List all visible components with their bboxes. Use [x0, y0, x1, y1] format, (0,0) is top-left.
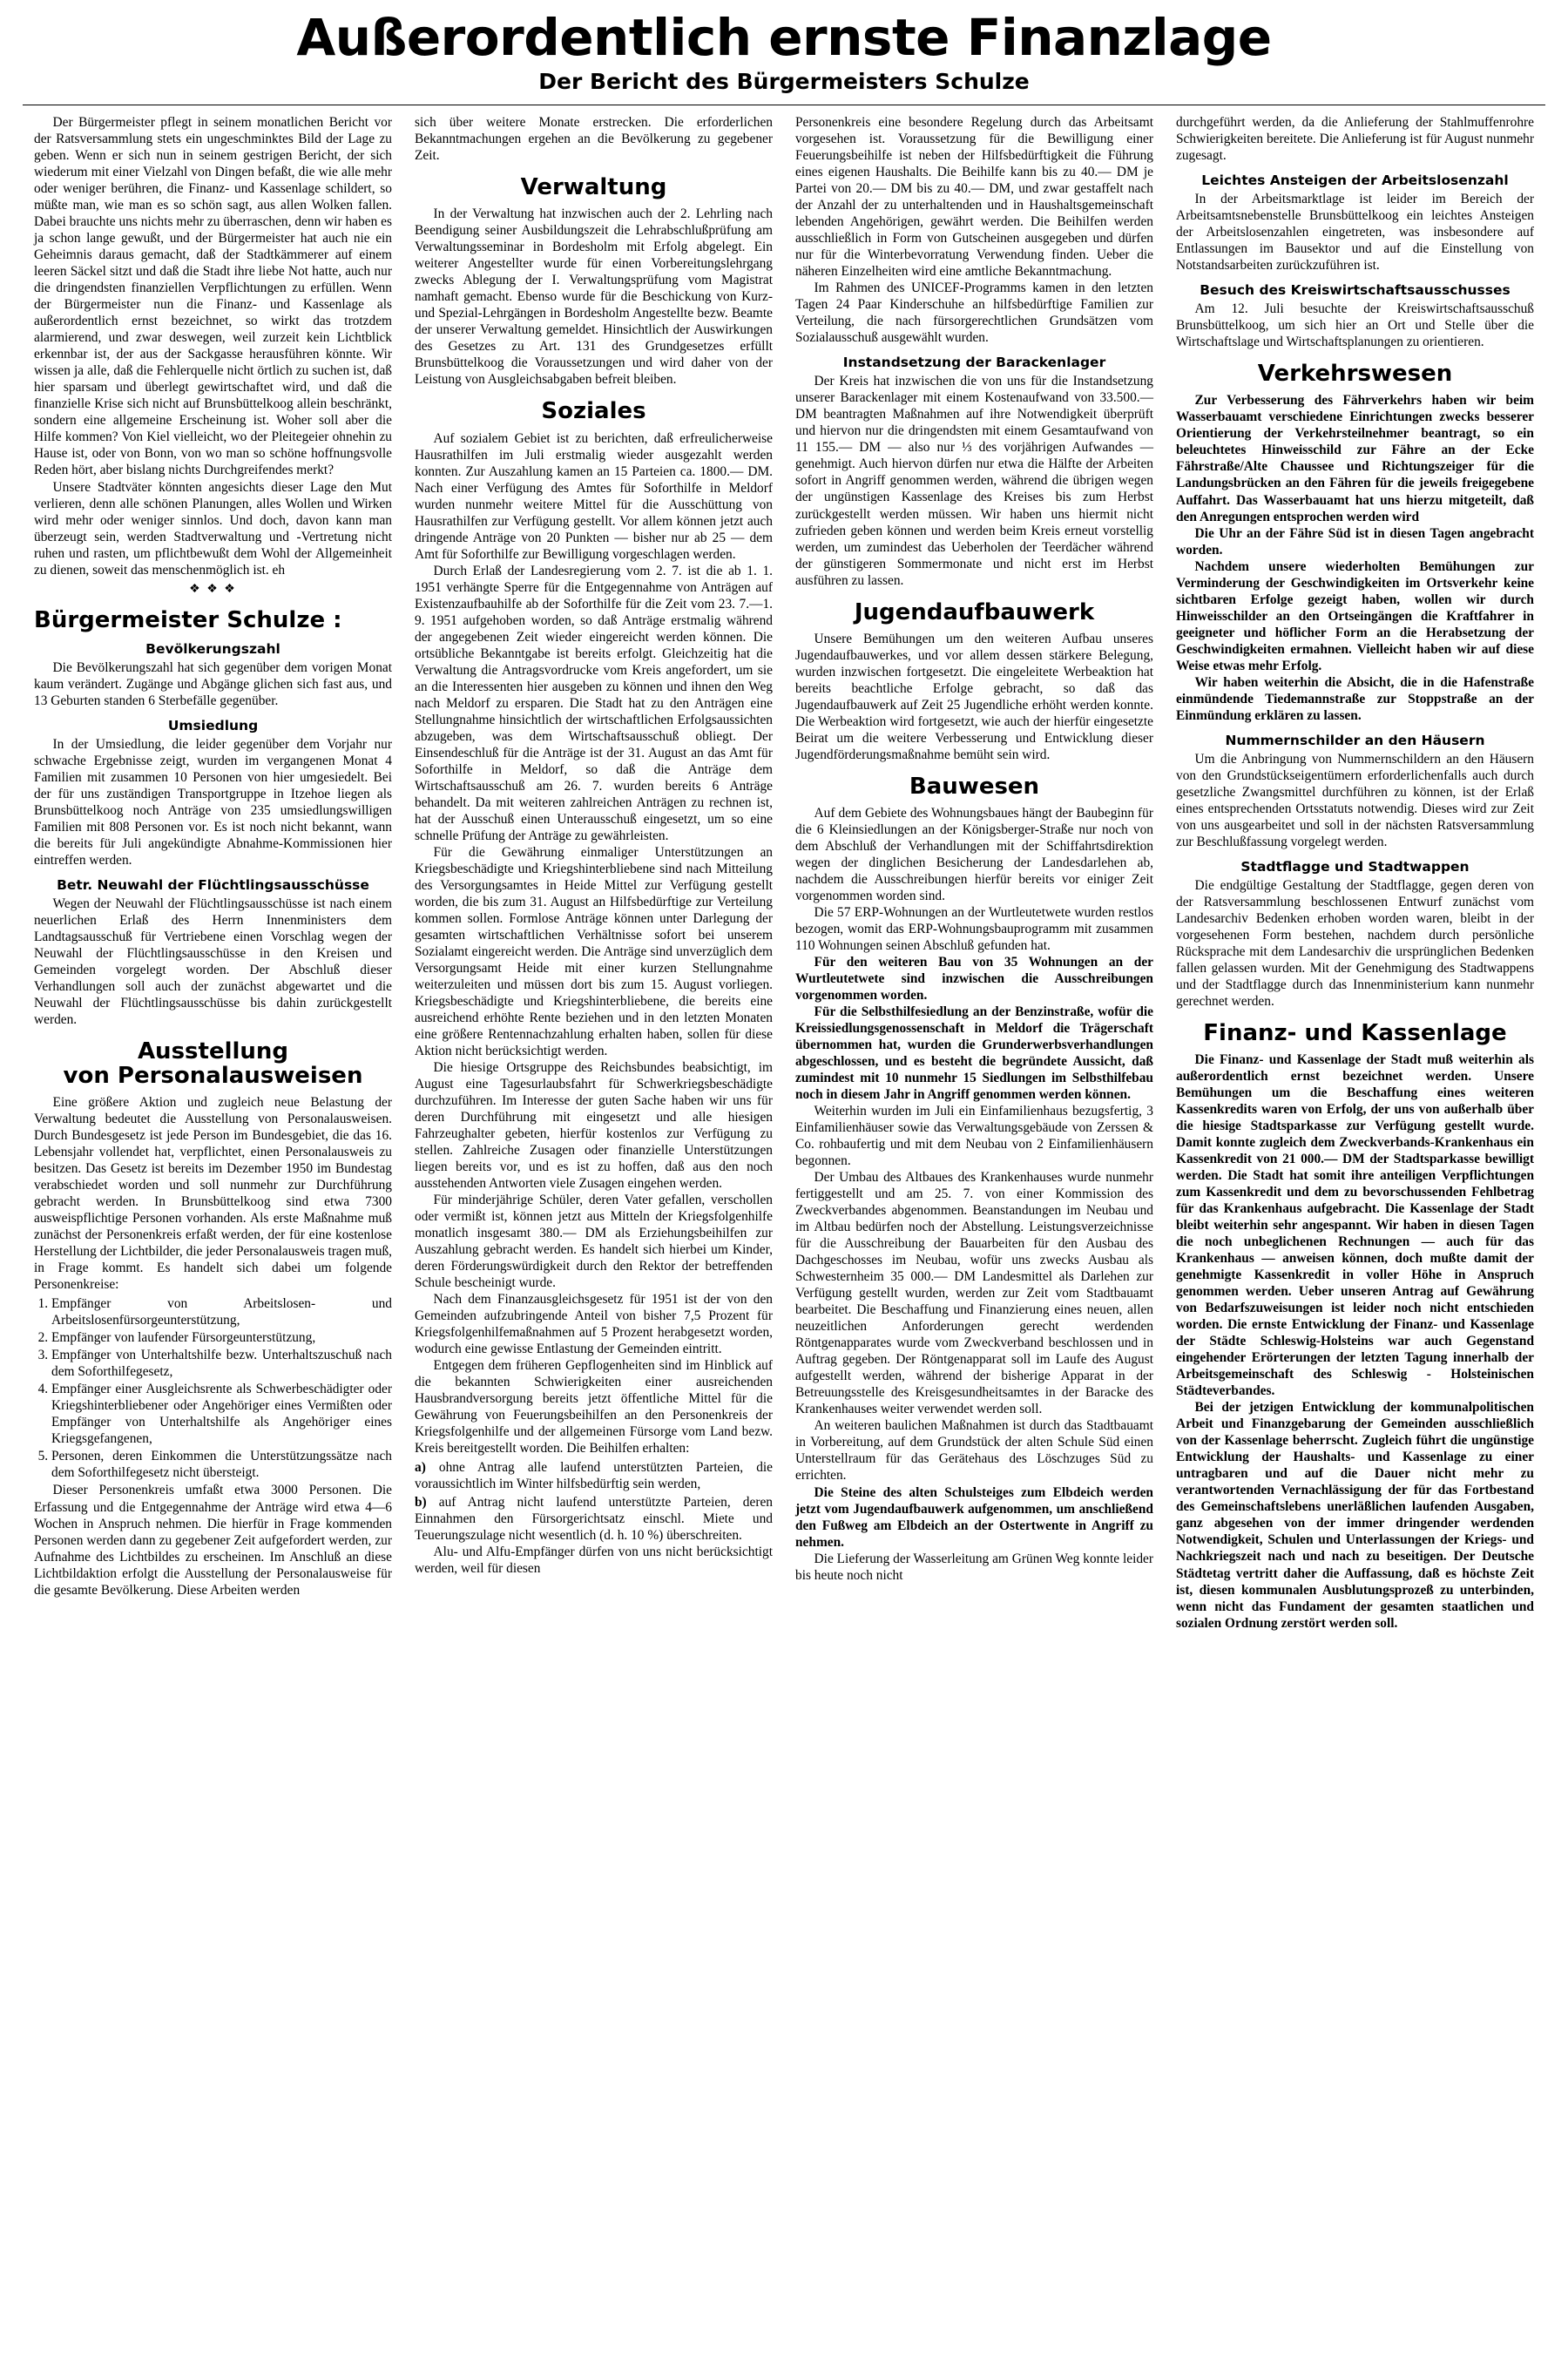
- body-paragraph: Nachdem unsere wiederholten Bemühungen zur Verminderung der Geschwindigkeiten im Ortsverkehr keine sichtbaren Erfolge gezeigt haben, wollen wir durch Hinweisschilder an den Ortseingängen die Kraftfahrer in geeigneter und höflicher Form an die Herabsetzung der Geschwindigkeiten ermahnen. Vielleicht haben wir auf diese Weise etwas mehr Erfolg.: [1176, 558, 1534, 673]
- body-paragraph: Am 12. Juli besuchte der Kreiswirtschaftsausschuß Brunsbüttelkoog, um sich hier an Ort und Stelle über die Wirtschaftslage und Wirtschaftsplanungen zu orientieren.: [1176, 301, 1534, 350]
- body-paragraph: Die hiesige Ortsgruppe des Reichsbundes beabsichtigt, im August eine Tagesurlaubsfahrt für Schwerkriegsbeschädigte durchzuführen. Im Interesse der guten Sache haben wir uns für deren Durchführung mit eingesetzt und alle hiesigen Fahrzeughalter gebeten, hierfür kostenlos zur Verfügung zu stellen. Zahlreiche Zusagen oder finanzielle Unterstützungen liegen bereits vor, und es ist zu hoffen, daß aus den noch ausstehenden Antworten viele Zusagen eingehen werden.: [415, 1060, 773, 1192]
- section-heading: Finanz- und Kassenlage: [1203, 1019, 1507, 1046]
- col-4: [1165, 114, 1545, 1631]
- list-item: 3. Empfänger von Unterhaltshilfe bezw. Unterhaltszuschuß nach dem Soforthilfegesetz,: [51, 1347, 392, 1380]
- body-paragraph: Die endgültige Gestaltung der Stadtflagge, gegen deren von der Ratsversammlung beschlossenen Entwurf zunächst vom Landesarchiv Bedenken erhoben worden waren, bleibt in der vorgesehenen Form bestehen, nachdem durch persönliche Rücksprache mit dem Landesarchiv die ursprünglichen Bedenken fallen gelassen wurden. Mit der Genehmigung des Stadtwappens und der Stadtflagge durch das Innenministerium kann nunmehr gerechnet werden.: [1176, 877, 1534, 1009]
- body-paragraph: Die Finanz- und Kassenlage der Stadt muß weiterhin als außerordentlich ernst bezeichnet werden. Unsere Bemühungen um die Beschaffung eines weiteren Kassenkredits waren von Erfolg, der uns von außerhalb über die hiesige Stadtsparkasse zur Verfügung gestellt wurde. Damit konnte zugleich dem Zweckverbands-Krankenhaus ein Kassenkredit von 21 000.— DM der Stadtsparkasse bewilligt werden. Die Stadt hat somit ihre anteiligen Verpflichtungen zum Kassenkredit und dem zu bevorschussenden Fehlbetrag für das Krankenhaus aufgebracht. Die Kassenlage der Stadt bleibt weiterhin sehr angespannt. Wir haben in diesen Tagen die noch unbeglichenen Rechnungen — auch für das Krankenhaus — anweisen können, doch mußte damit der genehmigte Kassenkredit in voller Höhe in Anspruch genommen werden. Ueber unseren Antrag auf Gewährung von Bedarfszuweisungen ist leider noch nicht entschieden worden. Die ernste Entwicklung der Finanz- und Kassenlage der Städte Schleswig-Holsteins war auch Gegenstand eingehender Erörterungen der letzten Tagung innerhalb der Arbeitsgemeinschaft des Schleswig - Holsteinischen Städteverbandes.: [1176, 1052, 1534, 1399]
- lettered-item: [415, 1459, 773, 1492]
- section-heading: Soziales: [541, 398, 646, 425]
- body-paragraph: Um die Anbringung von Nummernschildern an den Häusern von den Grundstückseigentümern erforderlichenfalls auch durch gesetzliche Zwangsmittel durchführen zu können, ist der Erlaß eines entsprechenden Ortsstatuts notwendig. Dieses wird zur Zeit von uns ausgearbeitet und soll in der nächsten Ratsversammlung zur Beschlußfassung vorgelegt werden.: [1176, 751, 1534, 849]
- masthead: [23, 8, 1545, 95]
- list-item: 2. Empfänger von laufender Fürsorgeunterstützung,: [51, 1329, 392, 1346]
- body-paragraph: Der Kreis hat inzwischen die von uns für die Instandsetzung unserer Barackenlager mit einem Kostenaufwand von 33.500.— DM beantragten Maßnahmen auf ihre Notwendigkeit überprüft und hiervon nur die dringendsten mit einem Gesamtaufwand von 11 155.— DM — also nur ⅓ des vorjährigen Aufwandes — genehmigt. Auch hiervon dürfen nur etwa die Hälfte der Arbeiten sofort in Angriff genommen werden, während die übrigen wegen der ungünstigen Kassenlage des Kreises bis zum Herbst zurückgestellt werden müssen. Wir haben uns hiermit nicht zufrieden geben können und werden beim Kreis erneut vorstellig werden, um zumindest das Ueberholen der Teerdächer während der günstigeren Sommermonate und nicht erst im Herbst ausführen zu lassen.: [795, 374, 1153, 588]
- body-paragraph: Im Rahmen des UNICEF-Programms kamen in den letzten Tagen 24 Paar Kinderschuhe an hilfsbedürftige Familien zur Verteilung, die nach fürsorgerechtlichen Grundsätzen vom Sozialausschuß ausgewählt wurden.: [795, 281, 1153, 346]
- col-1: [23, 114, 403, 1598]
- lettered-item-text: ohne Antrag alle laufend unterstützten Parteien, die voraussichtlich im Winter hilfsbedürftig sein werden,: [415, 1459, 773, 1491]
- subsection-heading: Instandsetzung der Barackenlager: [842, 355, 1106, 371]
- body-paragraph: Der Umbau des Altbaues des Krankenhauses wurde nunmehr fertiggestellt und am 25. 7. von einer Kommission des Zweckverbandes abgenommen. Beanstandungen im Neubau und im Altbau bedürfen noch der Abstellung. Leistungsverzeichnisse für die Ausschreibung der Bauarbeiten für den Ausbau des Dachgeschosses im Neubau, wofür uns zwecks Ausbau als Schwesternheim 35 000.— DM Landesmittel als Darlehen zur Verfügung gestellt wurden, werden zur Zeit vom Stadtbauamt bearbeitet. Die Beschaffung und Finanzierung eines neuen, allen neuzeitlichen Anforderungen gerecht werdenden Röntgenapparates wurde vom Zweckverband beschlossen und in Auftrag gegeben. Der Röntgenapparat soll im Laufe des August aufgestellt werden, während der bisherige Apparat in der Betreuungsstelle des Kreisgesundheitsamtes in der Baracke des Krankenhauses weiter verwendet werden soll.: [795, 1170, 1153, 1417]
- subsection-heading: Umsiedlung: [167, 717, 259, 733]
- section-heading: Bauwesen: [909, 773, 1040, 800]
- body-paragraph: Bei der jetzigen Entwicklung der kommunalpolitischen Arbeit und Finanzgebarung der Gemeinden ausschließlich von der Kassenlage beherrscht. Zugleich führt die ungünstige Entwicklung der Haushalts- und Kassenlage zu einer untragbaren und auf die Dauer nicht mehr zu verantwortenden Vernachlässigung der für das Fortbestand des Gemeinschaftslebens unerläßlichen laufenden Ausgaben, ganz abgesehen von der immer dringender werdenden Notwendigkeit, Schulen und Unterlassungen der Kriegs- und Nachkriegszeit nach und nach zu beseitigen. Der Deutsche Städtetag vertritt daher die Auffassung, daß es höchste Zeit ist, diesen kommunalen Ausblutungsprozeß zu unterbinden, wenn nicht das Fundament der gesamten staatlichen und sozialen Ordnung zerstört werden soll.: [1176, 1400, 1534, 1631]
- body-paragraph: Nach dem Finanzausgleichsgesetz für 1951 ist der von den Gemeinden aufzubringende Anteil von bisher 7,5 Prozent für Kriegsfolgenhilfemaßnahmen auf 5 Prozent herabgesetzt worden, wodurch eine gewisse Entlastung der Gemeinden eintritt.: [415, 1292, 773, 1357]
- body-paragraph: In der Umsiedlung, die leider gegenüber dem Vorjahr nur schwache Ergebnisse zeigt, wurden im vergangenen Monat 4 Familien mit zusammen 10 Personen von hier umgesiedelt. Bei der für uns zuständigen Transportgruppe in Itzehoe liegen als Brunsbüttelkoog noch Anträge von 235 umsiedlungswilligen Familien mit 808 Personen vor. Es ist noch nicht bekannt, wann die bereits für Juli angekündigte Abnahme-Kommissionen hier eintreffen werden.: [34, 736, 392, 868]
- section-heading: Ausstellung von Personalausweisen: [63, 1038, 363, 1090]
- body-paragraph: Alu- und Alfu-Empfänger dürfen von uns nicht berücksichtigt werden, weil für diesen: [415, 1544, 773, 1576]
- ornament-divider: ❖ ❖ ❖: [189, 582, 237, 596]
- list-item: 5. Personen, deren Einkommen die Unterstützungssätze nach dem Soforthilfegesetz nicht übersteigt.: [51, 1448, 392, 1481]
- subsection-heading: Bevölkerungszahl: [145, 640, 280, 657]
- lettered-item: [415, 1494, 773, 1544]
- subsection-heading: Stadtflagge und Stadtwappen: [1240, 858, 1470, 875]
- body-paragraph: Für den weiteren Bau von 35 Wohnungen an der Wurtleutetwete sind inzwischen die Ausschreibungen vorgenommen worden.: [795, 955, 1153, 1004]
- body-paragraph: Unsere Bemühungen um den weiteren Aufbau unseres Jugendaufbauwerkes, und vor allem dessen stärkere Belegung, wurden inzwischen fortgesetzt. Die eingeleitete Werbeaktion hat bereits beachtliche Erfolge gebracht, so daß das Jugendaufbauwerk auf Zeit 25 Jugendliche erhöht werden konnte. Die Werbeaktion wird fortgesetzt, wie auch der hierfür eingesetzte Beirat um die weitere Verbesserung und Entwicklung dieser Jugendförderungsmaßnahme bemüht sein wird.: [795, 631, 1153, 762]
- page-title: Außerordentlich ernste Finanzlage: [296, 8, 1272, 67]
- body-paragraph: durchgeführt werden, da die Anlieferung der Stahlmuffenrohre Schwierigkeiten bereitete. Die Anlieferung ist für August nunmehr zugesagt.: [1176, 115, 1534, 164]
- body-paragraph: In der Verwaltung hat inzwischen auch der 2. Lehrling nach Beendigung seiner Ausbildungszeit die Lehrabschlußprüfung am Verwaltungsseminar in Bordesholm mit Erfolg abgelegt. Ein weiterer Angestellter wurde für einen Vorbereitungslehrgang zwecks Ablegung der I. Verwaltungsprüfung vom Magistrat namhaft gemacht. Ebenso wurde für die Beschickung von Kurz- und Spezial-Lehrgängen in Bordesholm Angestellte bezw. Beamte der unserer Verwaltung gemeldet. Hinsichtlich der Auswirkungen des Gesetzes zu Art. 131 des Grundgesetzes erfüllt Brunsbüttelkoog die Voraussetzungen und wird daher von der Leistung von Ausgleichsabgaben befreit bleiben.: [415, 206, 773, 388]
- body-paragraph: Unsere Stadtväter könnten angesichts dieser Lage den Mut verlieren, denn alle schönen Planungen, alles Wollen und Wirken wird mehr oder weniger sinnlos. Und doch, davon kann man überzeugt sein, werden Stadtverwaltung und -Vertretung nicht ruhen und rasten, um pflichtbewußt dem Wohl der Allgemeinheit zu dienen, soweit das menschenmöglich ist. eh: [34, 479, 392, 578]
- col-2: [403, 114, 784, 1576]
- subsection-heading: Nummernschilder an den Häusern: [1225, 732, 1485, 748]
- body-paragraph: Für die Selbsthilfesiedlung an der Benzinstraße, wofür die Kreissiedlungsgenossenschaft in Meldorf die Trägerschaft übernommen hat, wurden die Grunderwerbsverhandlungen abgeschlossen, und es besteht die begründete Aussicht, daß zumindest mit 10 nunmehr 15 Siedlungen im Selbsthilfebau noch in diesem Jahr in Angriff genommen werden können.: [795, 1004, 1153, 1103]
- body-paragraph: Dieser Personenkreis umfaßt etwa 3000 Personen. Die Erfassung und die Entgegennahme der Anträge wird etwa 4—6 Wochen in Anspruch nehmen. Die hierfür in Frage kommenden Personen werden dann zu gegebener Zeit aufgefordert werden, zur Aufnahme des Lichtbildes zu erscheinen. Im Anschluß an diese Lichtbildaktion erfolgt die Ausstellung der Personalausweise für die gesamte Bevölkerung. Diese Arbeiten werden: [34, 1483, 392, 1598]
- body-paragraph: Die 57 ERP-Wohnungen an der Wurtleutetwete wurden restlos bezogen, womit das ERP-Wohnungsbauprogramm mit zusammen 110 Wohnungen seinen Abschluß gefunden hat.: [795, 904, 1153, 953]
- subsection-heading: Leichtes Ansteigen der Arbeitslosenzahl: [1201, 172, 1509, 189]
- body-paragraph: Auf sozialem Gebiet ist zu berichten, daß erfreulicherweise Hausrathilfen im Juli erstmalig wieder ausgezahlt werden konnten. Zur Auszahlung kamen an 15 Parteien ca. 1800.— DM. Nach einer Verfügung des Amtes für Soforthilfe in Meldorf wurden nunmehr weitere Mittel für die Ausschüttung von Hausrathilfen zur Verfügung gestellt. Vor allem können jetzt auch dringende Anträge von 20 Punkten — bisher nur ab 25 — dem Amt für Soforthilfe zur Bewilligung vorgeschlagen werden.: [415, 430, 773, 562]
- lettered-item-text: auf Antrag nicht laufend unterstützte Parteien, deren Einnahmen den Fürsorgerichtsatz einschl. Miete und Teuerungszulage nicht wesentlich (d. h. 10 %) überschreiten.: [415, 1494, 773, 1543]
- body-paragraph: Auf dem Gebiete des Wohnungsbaues hängt der Baubeginn für die 6 Kleinsiedlungen an der Königsberger-Straße nur noch von dem Abschluß der Verhandlungen mit der Schiffahrtsdirektion wegen der dinglichen Besicherung der Landesdarlehen ab, nachdem die Ausschreibungen hierfür bereits vor einiger Zeit vorgenommen worden sind.: [795, 805, 1153, 903]
- body-paragraph: Die Uhr an der Fähre Süd ist in diesen Tagen angebracht worden.: [1176, 525, 1534, 558]
- body-paragraph: Entgegen dem früheren Gepflogenheiten sind im Hinblick auf die bekannten Schwierigkeiten einer ausreichenden Hausbrandversorgung bereits jetzt öffentliche Mittel für die Gewährung von Feuerungsbeihilfen an den Personenkreis der Kriegsfolgenhilfe und der allgemeinen Fürsorge vom Land bezw. Kreis bereitgestellt worden. Die Beihilfen erhalten:: [415, 1358, 773, 1457]
- col-3: [784, 114, 1165, 1583]
- page-subtitle: Der Bericht des Bürgermeisters Schulze: [538, 69, 1030, 95]
- article-columns: [23, 114, 1545, 1631]
- body-paragraph: Wir haben weiterhin die Absicht, die in die Hafenstraße einmündende Tiedemannstraße zur Stoppstraße an der Einmündung erklären zu lassen.: [1176, 674, 1534, 723]
- body-paragraph: Für die Gewährung einmaliger Unterstützungen an Kriegsbeschädigte und Kriegshinterbliebene sind nach Mitteilung des Versorgungsamtes in Heide Mittel zur Verfügung gestellt worden, die bis zum 31. August an Hilfsbedürftige zur Verteilung kommen sollen. Formlose Anträge können unter Darlegung der gesamten wirtschaftlichen Verhältnisse sofort bei unserem Sozialamt eingereicht werden. Die Anträge sind unverzüglich dem Versorgungsamt Heide mit einer kurzen Stellungnahme weiterzuleiten und müssen dort bis zum 15. August vorliegen. Kriegsbeschädigte und Kriegshinterbliebene, die bereits eine ausreichend erhöhte Rente beziehen und in den letzten Monaten eine größere Rentennachzahlung erhalten haben, sollen für diese Aktion nicht berücksichtigt werden.: [415, 844, 773, 1059]
- subsection-heading: Betr. Neuwahl der Flüchtlingsausschüsse: [57, 876, 369, 893]
- lettered-item-label: a): [415, 1459, 426, 1475]
- body-paragraph: Personenkreis eine besondere Regelung durch das Arbeitsamt vorgesehen ist. Voraussetzung für die Bewilligung einer Feuerungsbeihilfe ist neben der Hilfsbedürftigkeit die Führung eines eigenen Haushalts. Die Beihilfe kann bis zu 40.— DM je Partei von 20.— DM bis zu 40.— DM, und zwar gestaffelt nach der Anzahl der zu unterhaltenden und in Haushaltsgemeinschaft lebenden Angehörigen, gewährt werden. Die Beihilfen werden ausschließlich in Form von Gutscheinen ausgegeben und dürfen nur für die Winterbevorratung Verwendung finden. Ueber die näheren Einzelheiten wird eine amtliche Bekanntmachung.: [795, 115, 1153, 280]
- body-paragraph: Die Lieferung der Wasserleitung am Grünen Weg konnte leider bis heute noch nicht: [795, 1551, 1153, 1583]
- body-paragraph: Durch Erlaß der Landesregierung vom 2. 7. ist die ab 1. 1. 1951 verhängte Sperre für die Entgegennahme von Anträgen auf Existenzaufbauhilfe ab der Soforthilfe für die Zeit vom 23. 7.—1. 9. 1951 aufgehoben worden, so daß Anträge erstmalig während der angegebenen Zeit wieder eingereicht werden können. Die ortsübliche Bekanntgabe ist bereits erfolgt. Gleichzeitig hat die Verwaltung die Antragsvordrucke vom Kreis angefordert, um sie an die Interessenten hier ausgeben zu können und ihnen den Weg nach Meldorf zu ersparen. Die Stadt hat zu den Anträgen eine Stellungnahme hinsichtlich der wirtschaftlichen Erfolgsaussichten abzugeben, was dem Wirtschaftsausschuß obliegt. Der Einsendeschluß für die Anträge ist der 31. August an das Amt für Soforthilfe in Meldorf, so daß die Anträge dem Wirtschaftsausschuß am 26. 7. wurden bereits 6 Anträge behandelt. Da mit weiteren zahlreichen Anträgen zu rechnen ist, hat der Ausschuß einen Unterausschuß eingesetzt, um so eine schnelle Prüfung der Anträge zu gewährleisten.: [415, 563, 773, 843]
- body-paragraph: Die Steine des alten Schulsteiges zum Elbdeich werden jetzt vom Jugendaufbauwerk aufgenommen, um anschließend den Fußweg am Elbdeich an der Ostertwente in Angriff zu nehmen.: [795, 1484, 1153, 1550]
- body-paragraph: In der Arbeitsmarktlage ist leider im Bereich der Arbeitsamtsnebenstelle Brunsbüttelkoog ein leichtes Ansteigen der Arbeitslosenzahlen eingetreten, was insbesondere auf Entlassungen im Bausektor und auf die Einstellung von Notstandsarbeiten zurückzuführen ist.: [1176, 192, 1534, 274]
- section-heading: Bürgermeister Schulze :: [34, 606, 342, 633]
- body-paragraph: Zur Verbesserung des Fährverkehrs haben wir beim Wasserbauamt verschiedene Einrichtungen zwecks besserer Orientierung der Verkehrsteilnehmer beantragt, so ein beleuchtetes Hinweisschild zur Fähre an der Ecke Fährstraße/Alte Chaussee und Richtungszeiger für die Landungsbrücken an den Fähren für die jeweils freigegebene Auffahrt. Das Wasserbauamt hat uns hierzu mitgeteilt, daß den Anregungen entsprochen werden wird: [1176, 393, 1534, 524]
- body-paragraph: Wegen der Neuwahl der Flüchtlingsausschüsse ist nach einem neuerlichen Erlaß des Herrn Innenministers dem Landtagsausschuß für Vertriebene einen Vorschlag wegen der Neuwahl der Flüchtlingsausschüsse in den Kreisen und Gemeinden vorgelegt worden. Der Abschluß dieser Verhandlungen soll auch der zunächst abgewartet und die Neuwahl der Flüchtlingsausschüsse bis dahin zurückgestellt werden.: [34, 896, 392, 1027]
- body-paragraph: Weiterhin wurden im Juli ein Einfamilienhaus bezugsfertig, 3 Einfamilienhäuser sowie das Verwaltungsgebäude von Zerssen & Co. rohbaufertig und mit dem Neubau von 2 Einfamilienhäusern begonnen.: [795, 1104, 1153, 1169]
- list-item: 1. Empfänger von Arbeitslosen- und Arbeitslosenfürsorgeunterstützung,: [51, 1295, 392, 1328]
- body-paragraph: Der Bürgermeister pflegt in seinem monatlichen Bericht vor der Ratsversammlung stets ein ungeschminktes Bild der Lage zu geben. Wenn er sich nun in seinem gestrigen Bericht, der sich wiederum mit einer Vielzahl von Dingen befaßt, die wie alle mehr oder weniger berühren, die Finanz- und Kassenlage schildert, so müßte man, wie man es so schön sagt, aus allen Wolken fallen. Dabei brauchte uns nichts mehr zu überraschen, denn wir haben es ja schon lange gewußt, und der Bürgermeister hat auch nie ein Geheimnis daraus gemacht, daß der Stadtkämmerer auf einem leeren Säckel sitzt und daß die Stadt ihre liebe Not hatte, auch nur die dringendsten finanziellen Verpflichtungen zu erfüllen. Wenn der Bürgermeister nun die Finanz- und Kassenlage als außerordentlich ernst bezeichnet, so wirkt das trotzdem alarmierend, und zwar deswegen, weil zurzeit kein Lichtblick erkennbar ist, der aus der Sackgasse herausführen könnte. Wir wissen ja alle, daß die Fehlerquelle nicht örtlich zu suchen ist, daß hier sparsam und überlegt gewirtschaftet wird, und daß die finanzielle Krise sich nicht auf Brunsbüttelkoog allein beschränkt, sondern eine allgemeine Erscheinung ist. Woher soll aber die Hilfe kommen? Von Kiel vielleicht, wo der Pleitegeier ohnehin zu Hause ist, oder von Bonn, von wo man so schöne hoffnungsvolle Reden hört, aber bislang nichts Durchgreifendes merkt?: [34, 115, 392, 478]
- list-item: 4. Empfänger einer Ausgleichsrente als Schwerbeschädigter oder Kriegshinterbliebener oder Angehöriger eines Vermißten oder Empfänger von Unterhaltshilfe als Angehöriger eines Kriegsgefangenen,: [51, 1381, 392, 1447]
- body-paragraph: sich über weitere Monate erstrecken. Die erforderlichen Bekanntmachungen ergehen an die Bevölkerung zu gegebener Zeit.: [415, 115, 773, 164]
- section-heading: Jugendaufbauwerk: [854, 598, 1095, 625]
- numbered-list: [34, 1295, 392, 1481]
- subsection-heading: Besuch des Kreiswirtschaftsausschusses: [1200, 282, 1511, 299]
- lettered-item-label: b): [415, 1494, 427, 1510]
- body-paragraph: Eine größere Aktion und zugleich neue Belastung der Verwaltung bedeutet die Ausstellung von Personalausweisen. Durch Bundesgesetz ist jede Person im Bundesgebiet, die das 16. Lebensjahr vollendet hat, verpflichtet, einen Personalausweis zu besitzen. Das Gesetz ist bereits im Dezember 1950 im Bundestag verabschiedet worden und soll nunmehr zur Durchführung gebracht werden. In Brunsbüttelkoog sind etwa 7300 ausweispflichtige Personen vorhanden. Als erste Maßnahme muß zunächst der Personenkreis erfaßt werden, der für eine kostenlose Herstellung der Lichtbilder, die jeder Personalausweis tragen muß, in Frage kommt. Es handelt sich dabei um folgende Personenkreise:: [34, 1095, 392, 1293]
- body-paragraph: Die Bevölkerungszahl hat sich gegenüber dem vorigen Monat kaum verändert. Zugänge und Abgänge glichen sich fast aus, und 13 Geburten standen 6 Sterbefälle gegenüber.: [34, 659, 392, 708]
- section-heading: Verwaltung: [520, 174, 667, 201]
- body-paragraph: Für minderjährige Schüler, deren Vater gefallen, verschollen oder vermißt ist, können jetzt aus Mitteln der Kriegsfolgenhilfe monatlich insgesamt 380.— DM als Erziehungsbeihilfen zur Auszahlung gebracht werden. Es handelt sich hierbei um Kinder, deren Förderungswürdigkeit durch den Rektor der betreffenden Schule bescheinigt wurde.: [415, 1193, 773, 1291]
- section-heading: Verkehrswesen: [1257, 361, 1453, 388]
- body-paragraph: An weiteren baulichen Maßnahmen ist durch das Stadtbauamt in Vorbereitung, auf dem Grundstück der alten Schule Süd einen Unterstellraum für das Gerätehaus des Löschzuges Süd zu errichten.: [795, 1418, 1153, 1484]
